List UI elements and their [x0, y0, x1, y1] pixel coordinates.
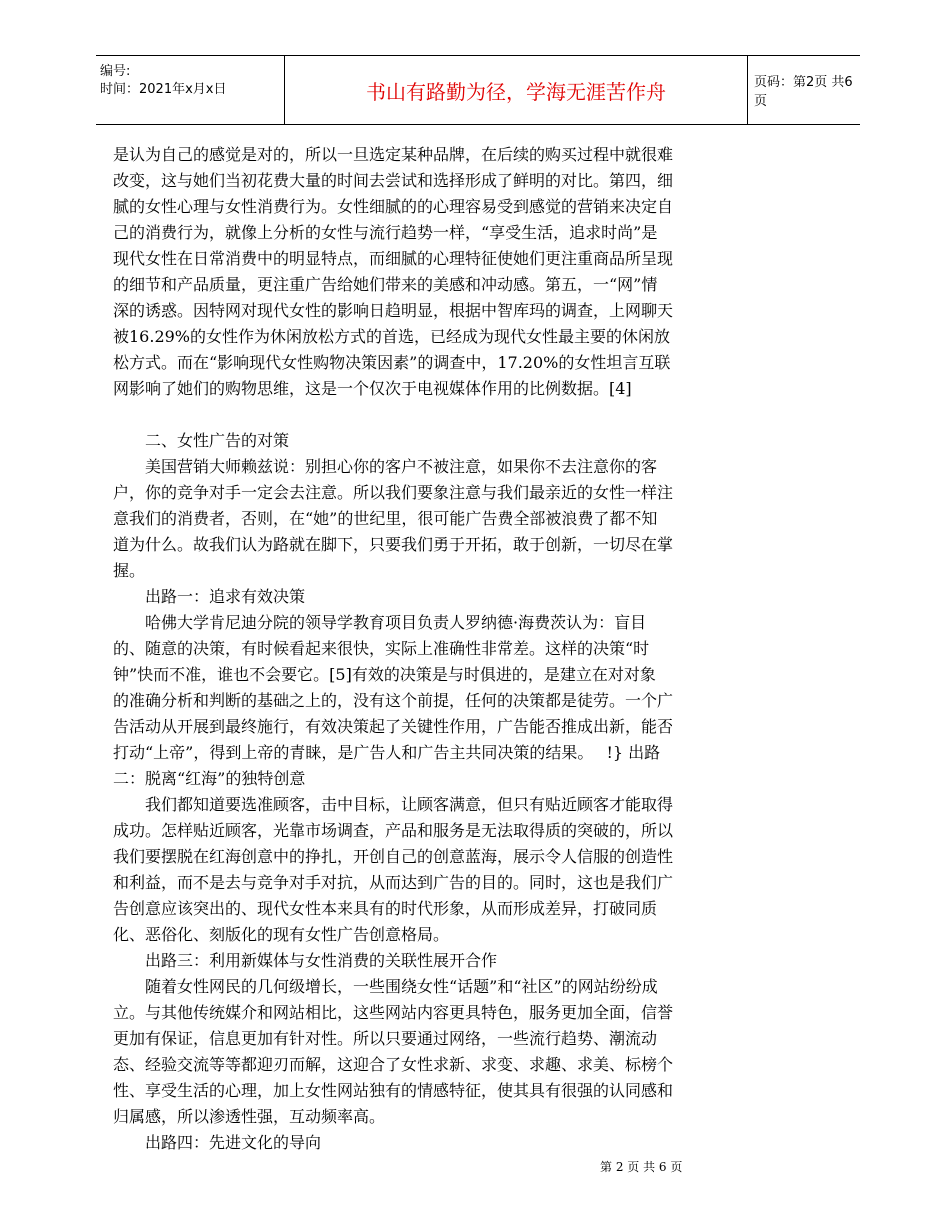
text-line: 出路一：追求有效决策 [113, 587, 306, 606]
text-line: 我们要摆脱在红海创意中的挣扎，开创自己的创意蓝海，展示令人信服的创造性 [113, 847, 674, 866]
header-page-info: 页码：第2页 共6页 [754, 75, 853, 109]
text-line: 现代女性在日常消费中的明显特点，而细腻的心理特征使她们更注重商品所呈现 [113, 249, 674, 268]
text-line: 改变，这与她们当初花费大量的时间去尝试和选择形成了鲜明的对比。第四，细 [113, 171, 674, 190]
text-line: 二：脱离“红海”的独特创意 [113, 769, 306, 788]
text-line: 打动“上帝”，得到上帝的青睐，是广告人和广告主共同决策的结果。 !} 出路 [113, 743, 661, 762]
text-line: 的、随意的决策，有时候看起来很快，实际上准确性非常差。这样的决策“时 [113, 639, 650, 658]
text-line: 的准确分析和判断的基础之上的，没有这个前提，任何的决策都是徒劳。一个广 [113, 691, 674, 710]
text-line: 钟”快而不准，谁也不会要它。[5]有效的决策是与时俱进的，是建立在对对象 [113, 665, 656, 684]
text-line: 二、女性广告的对策 [113, 431, 290, 450]
text-line: 腻的女性心理与女性消费行为。女性细腻的的心理容易受到感觉的营销来决定自 [113, 197, 674, 216]
text-line: 和利益，而不是去与竞争对手对抗，从而达到广告的目的。同时，这也是我们广 [113, 873, 674, 892]
text-line: 归属感，所以渗透性强，互动频率高。 [113, 1107, 386, 1126]
text-line: 道为什么。故我们认为路就在脚下，只要我们勇于开拓，敢于创新，一切尽在掌 [113, 535, 674, 554]
paragraph-gap [113, 402, 763, 428]
text-line: 哈佛大学肯尼迪分院的领导学教育项目负责人罗纳德·海费茨认为：盲目 [113, 613, 647, 632]
text-line: 态、经验交流等等都迎刃而解，这迎合了女性求新、求变、求趣、求美、标榜个 [113, 1055, 674, 1074]
header-meta [96, 56, 284, 124]
text-line: 告活动从开展到最终施行，有效决策起了关键性作用，广告能否推成出新，能否 [113, 717, 674, 736]
text-line: 性、享受生活的心理，加上女性网站独有的情感特征，使其具有很强的认同感和 [113, 1081, 674, 1100]
text-line: 是认为自己的感觉是对的，所以一旦选定某种品牌，在后续的购买过程中就很难 [113, 145, 674, 164]
text-line: 随着女性网民的几何级增长，一些围绕女性“话题”和“社区”的网站纷纷成 [113, 977, 658, 996]
date-label: 时间：2021年x月x日 [100, 82, 227, 97]
text-line: 己的消费行为，就像上分析的女性与流行趋势一样，“享受生活，追求时尚”是 [113, 223, 658, 242]
text-line: 握。 [113, 561, 146, 580]
text-line: 更加有保证，信息更加有针对性。所以只要通过网络，一些流行趋势、潮流动 [113, 1029, 658, 1048]
text-line: 出路三：利用新媒体与女性消费的关联性展开合作 [113, 951, 498, 970]
text-line: 美国营销大师赖兹说：别担心你的客户不被注意，如果你不去注意你的客 [113, 457, 658, 476]
doc-number-label: 编号: [100, 64, 131, 79]
text-line: 户，你的竞争对手一定会去注意。所以我们要象注意与我们最亲近的女性一样注 [113, 483, 674, 502]
text-line: 成功。怎样贴近顾客，光靠市场调查，产品和服务是无法取得质的突破的，所以 [113, 821, 674, 840]
text-line: 告创意应该突出的、现代女性本来具有的时代形象，从而形成差异，打破同质 [113, 899, 658, 918]
text-line: 网影响了她们的购物思维，这是一个仅次于电视媒体作用的比例数据。[4] [113, 379, 632, 398]
page-header [96, 55, 860, 125]
text-line: 的细节和产品质量，更注重广告给她们带来的美感和冲动感。第五，一“网”情 [113, 275, 658, 294]
text-line: 意我们的消费者，否则，在“她”的世纪里，很可能广告费全部被浪费了都不知 [113, 509, 658, 528]
text-line: 化、恶俗化、刻版化的现有女性广告创意格局。 [113, 925, 450, 944]
text-line: 出路四：先进文化的导向 [113, 1133, 322, 1152]
text-line: 被16.29%的女性作为休闲放松方式的首选，已经成为现代女性最主要的休闲放 [113, 327, 671, 346]
text-line: 松方式。而在“影响现代女性购物决策因素”的调查中，17.20%的女性坦言互联 [113, 353, 671, 372]
text-line: 深的诱惑。因特网对现代女性的影响日趋明显，根据中智库玛的调查，上网聊天 [113, 301, 674, 320]
text-line: 立。与其他传统媒介和网站相比，这些网站内容更具特色，服务更加全面，信誉 [113, 1003, 674, 1022]
page-footer: 第 2 页 共 6 页 [600, 1160, 683, 1174]
text-line: 我们都知道要选准顾客，击中目标，让顾客满意，但只有贴近顾客才能取得 [113, 795, 674, 814]
document-body [113, 142, 763, 1156]
header-motto: 书山有路勤为径，学海无涯苦作舟 [284, 56, 748, 124]
